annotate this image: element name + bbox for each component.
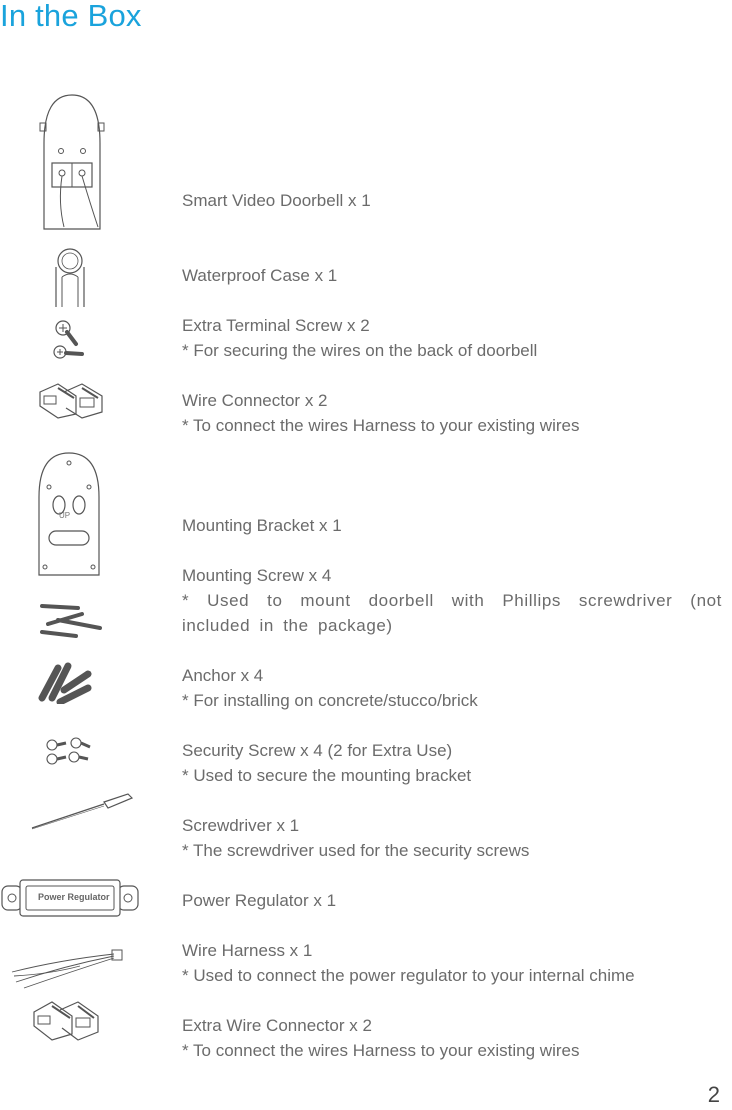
item-doorbell	[182, 188, 371, 213]
item-anchor	[182, 663, 478, 713]
item-note: * To connect the wires Harness to your existing wires	[182, 1041, 580, 1060]
power-regulator-illustration	[0, 876, 140, 920]
item-security-screw	[182, 738, 471, 788]
item-name: Anchor x 4	[182, 666, 264, 685]
item-power-regulator	[182, 888, 336, 913]
item-mounting-screw	[182, 563, 722, 638]
waterproof-case-illustration	[50, 247, 90, 309]
item-screwdriver	[182, 813, 529, 863]
item-name: Waterproof Case x 1	[182, 266, 338, 285]
item-note: * For installing on concrete/stucco/brick	[182, 691, 478, 710]
terminal-screw-illustration	[50, 316, 86, 364]
item-name: Mounting Bracket x 1	[182, 516, 342, 535]
extra-wire-connector-illustration	[30, 998, 102, 1042]
mounting-bracket-illustration	[35, 451, 103, 579]
item-name: Wire Connector x 2	[182, 391, 328, 410]
item-waterproof-case	[182, 263, 337, 288]
item-note: * The screwdriver used for the security screws	[182, 841, 530, 860]
page-number: 2	[707, 1082, 720, 1107]
item-wire-harness	[182, 938, 635, 988]
item-wire-connector	[182, 388, 579, 438]
item-note: * Used to mount doorbell with Phillips screwdriver (not included in the package)	[182, 591, 722, 635]
item-extra-wire-connector	[182, 1013, 579, 1063]
item-name: Extra Terminal Screw x 2	[182, 316, 370, 335]
item-note: * To connect the wires Harness to your existing wires	[182, 416, 580, 435]
mounting-screw-illustration	[38, 600, 102, 640]
wire-connector-illustration	[36, 380, 106, 420]
power-regulator-label: Power Regulator	[38, 892, 110, 902]
wire-harness-illustration	[10, 944, 124, 990]
item-note: * For securing the wires on the back of doorbell	[182, 341, 538, 360]
item-name: Extra Wire Connector x 2	[182, 1016, 372, 1035]
item-note: * Used to connect the power regulator to your internal chime	[182, 966, 635, 985]
anchor-illustration	[38, 660, 94, 704]
item-name: Security Screw x 4 (2 for Extra Use)	[182, 741, 453, 760]
item-name: Wire Harness x 1	[182, 941, 313, 960]
screwdriver-illustration	[30, 792, 134, 832]
page-title: In the Box	[0, 0, 142, 33]
doorbell-illustration	[38, 93, 106, 233]
item-note: * Used to secure the mounting bracket	[182, 766, 472, 785]
item-terminal-screw	[182, 313, 537, 363]
item-name: Mounting Screw x 4	[182, 566, 332, 585]
item-mounting-bracket	[182, 513, 342, 538]
item-name: Power Regulator x 1	[182, 891, 337, 910]
security-screw-illustration	[44, 737, 92, 767]
bracket-label: UP	[59, 511, 71, 520]
item-name: Screwdriver x 1	[182, 816, 300, 835]
item-name: Smart Video Doorbell x 1	[182, 191, 371, 210]
